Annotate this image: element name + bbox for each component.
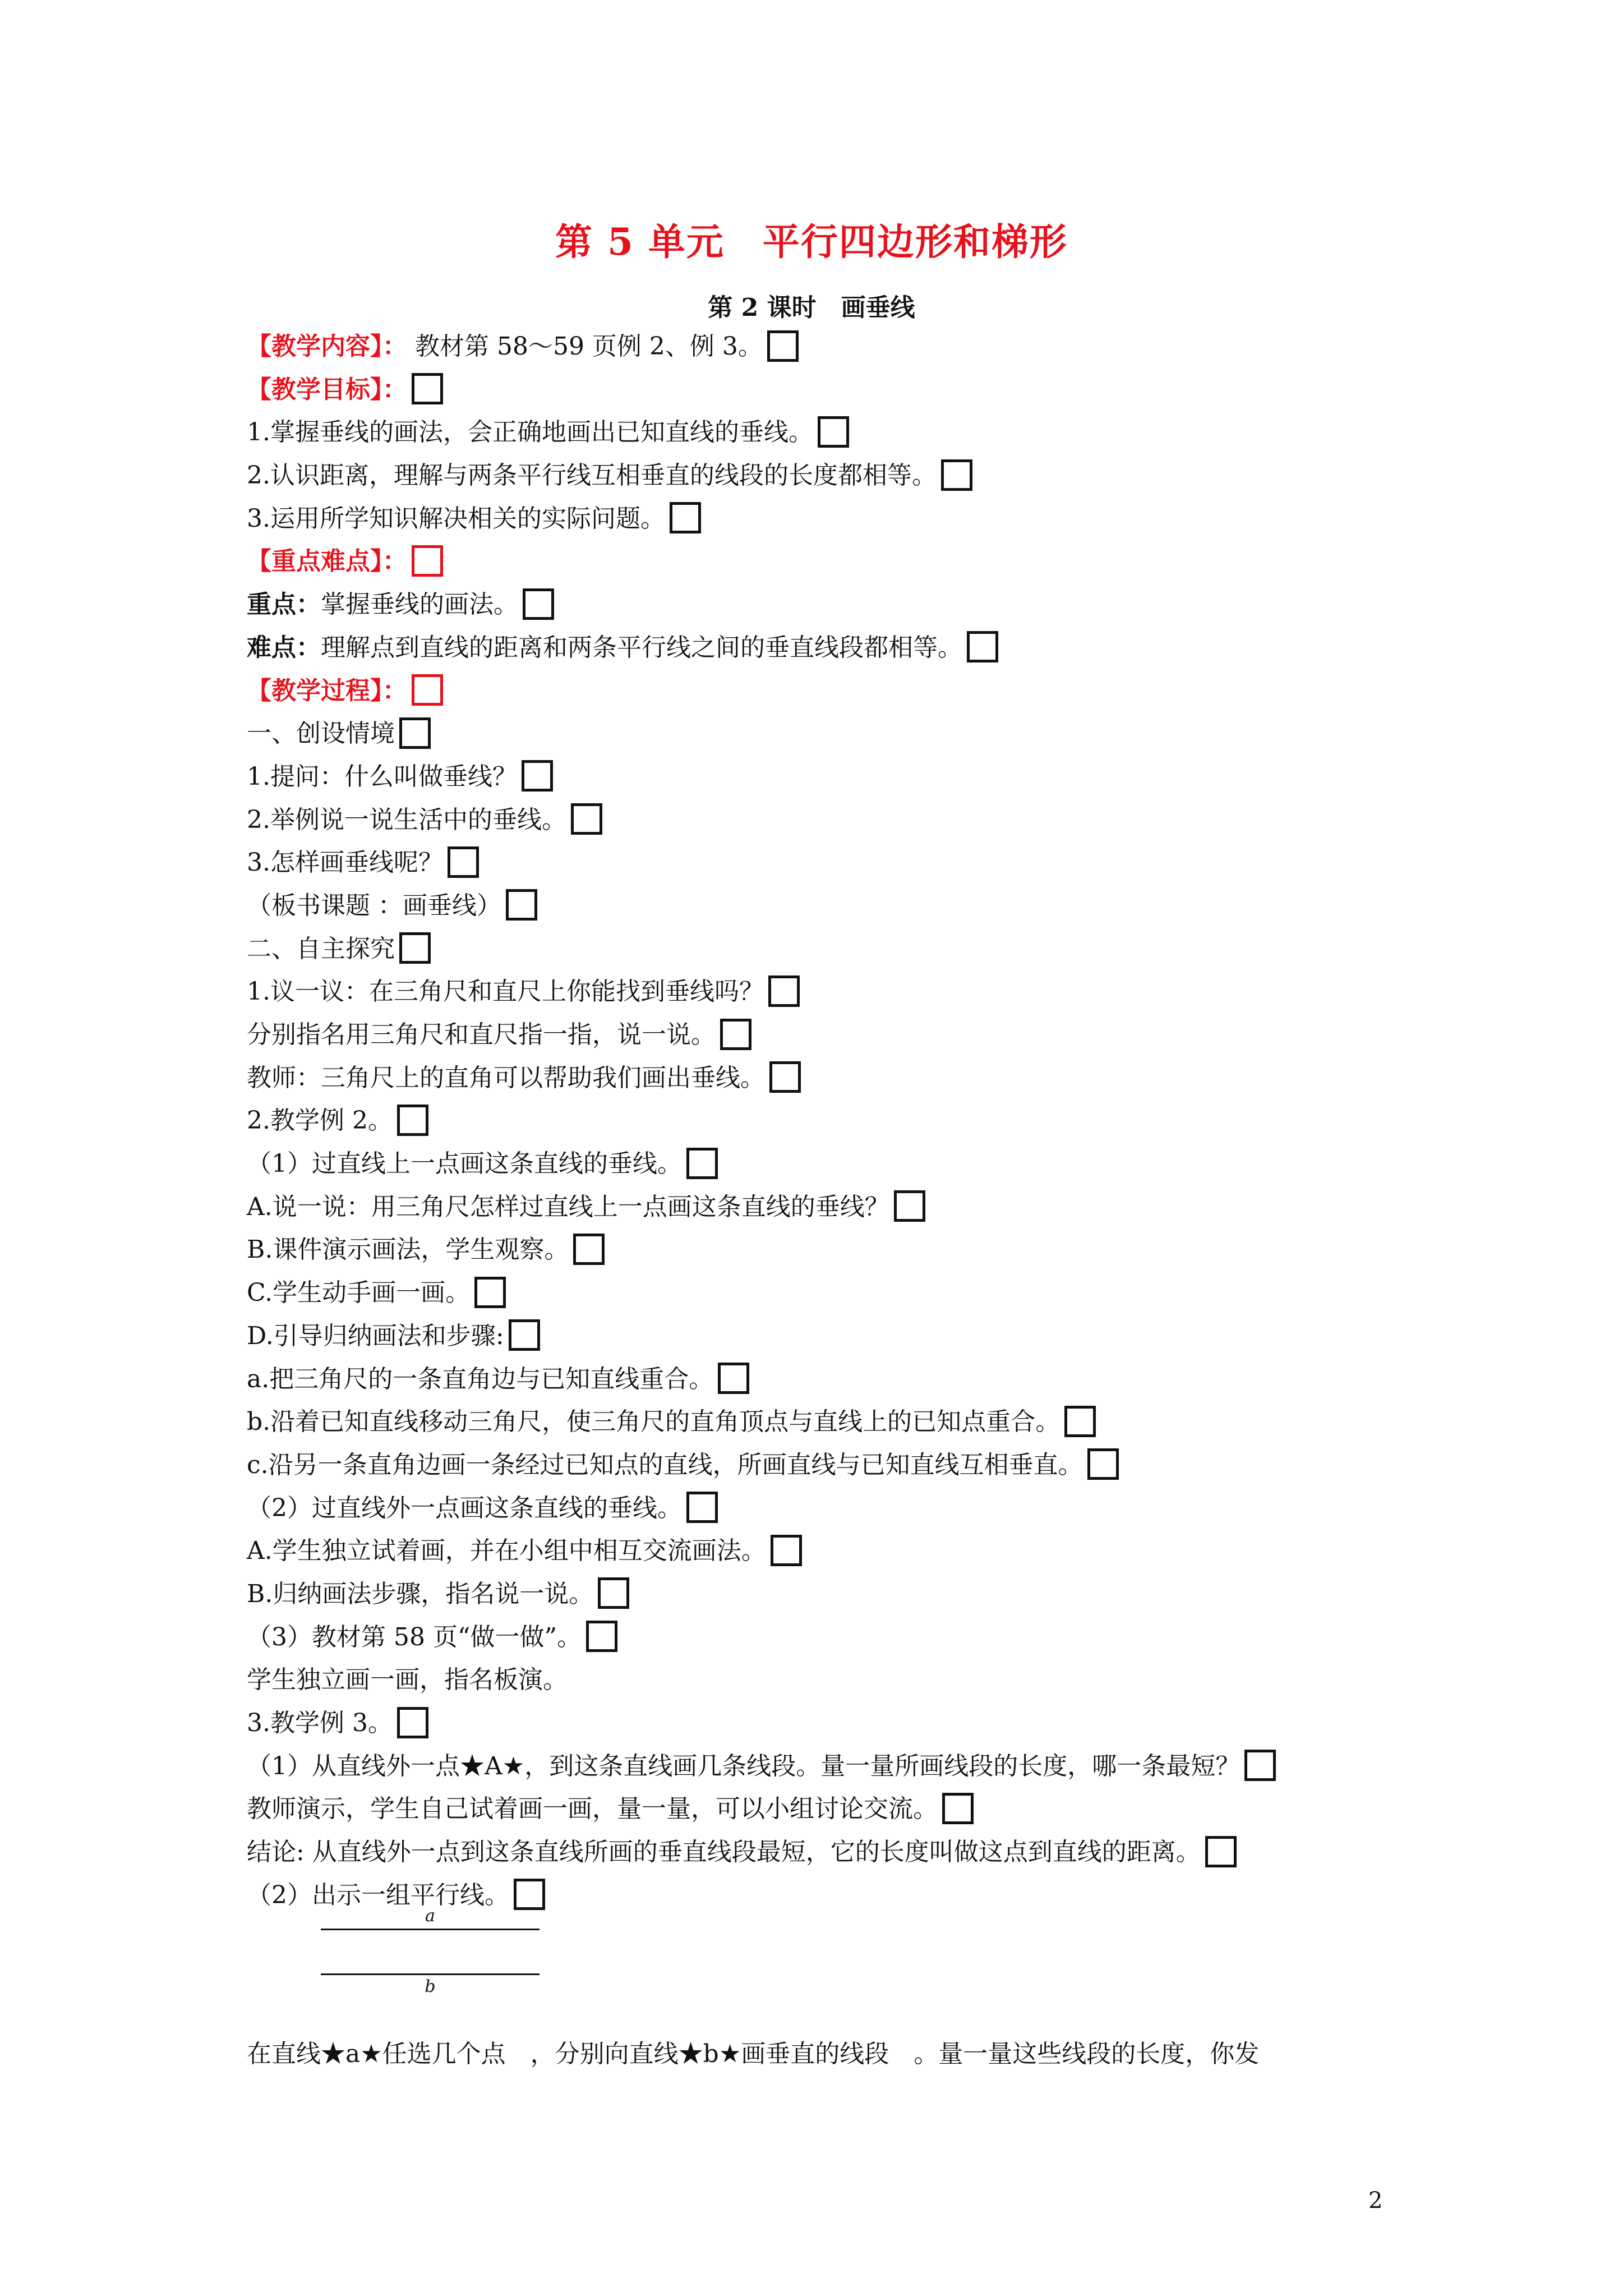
checkbox-square[interactable] (767, 330, 799, 362)
line-b (321, 1973, 540, 1975)
line-text: c.沿另一条直角边画一条经过已知点的直线，所画直线与已知直线互相垂直。 (247, 1450, 1083, 1479)
checkbox-square[interactable] (967, 631, 998, 662)
checkbox-square[interactable] (1064, 1406, 1096, 1437)
text-line (247, 1659, 1436, 1702)
line-text: B.归纳画法步骤，指名说一说。 (247, 1579, 594, 1608)
text-line (247, 885, 1436, 928)
line-text: 学生独立画一画，指名板演。 (247, 1665, 568, 1695)
line-text: 分别指名用三角尺和直尺指一指，说一说。 (247, 1020, 716, 1049)
text-line (247, 1444, 1436, 1487)
line-text: （3）教材第 58 页“做一做”。 (247, 1622, 582, 1651)
line-text: 1.掌握垂线的画法，会正确地画出已知直线的垂线。 (247, 418, 813, 447)
line-text: （1）从直线外一点★A★，到这条直线画几条线段。量一量所画线段的长度，哪一条最短？ (247, 1751, 1241, 1780)
line-label: 【教学目标】： (247, 375, 407, 404)
text-line (247, 1573, 1436, 1616)
checkbox-square[interactable] (769, 1061, 801, 1093)
checkbox-square[interactable] (686, 1148, 718, 1179)
checkbox-square[interactable] (523, 588, 554, 620)
line-text: 二、自主探究 (247, 934, 395, 963)
line-text: a.把三角尺的一条直角边与已知直线重合。 (247, 1364, 714, 1393)
checkbox-square[interactable] (397, 1105, 428, 1136)
page-title: 第 5 单元 平行四边形和梯形 (555, 220, 1068, 264)
text-line (247, 756, 1436, 799)
text-line (247, 1401, 1436, 1444)
checkbox-square[interactable] (586, 1621, 617, 1652)
text-line (247, 498, 1436, 541)
text-line (247, 670, 1436, 713)
line-text: 教师：三角尺上的直角可以帮助我们画出垂线。 (247, 1063, 765, 1092)
text-line (247, 1014, 1436, 1057)
text-line (247, 1143, 1436, 1186)
checkbox-square[interactable] (718, 1363, 749, 1394)
checkbox-square[interactable] (448, 846, 479, 878)
line-label: 【教学过程】： (247, 676, 407, 705)
checkbox-square[interactable] (598, 1577, 629, 1609)
checkbox-square[interactable] (768, 976, 800, 1007)
line-text: 理解点到直线的距离和两条平行线之间的垂直线段都相等。 (321, 633, 962, 662)
text-line (247, 627, 1436, 670)
checkbox-square[interactable] (686, 1492, 718, 1523)
checkbox-square[interactable] (942, 1793, 974, 1824)
checkbox-square[interactable] (571, 803, 602, 835)
checkbox-square[interactable] (894, 1190, 925, 1222)
last-paragraph: 在直线★a★任选几个点 ，分别向直线★b★画垂直的线段 。量一量这些线段的长度，你发 (247, 2040, 1260, 2068)
line-text: 教师演示，学生自己试着画一画，量一量，可以小组讨论交流。 (247, 1795, 938, 1824)
checkbox-square[interactable] (514, 1879, 545, 1910)
text-line (247, 1315, 1436, 1358)
checkbox-square[interactable] (412, 674, 443, 706)
line-text: 2.举例说一说生活中的垂线。 (247, 805, 566, 834)
line-text: 3.运用所学知识解决相关的实际问题。 (247, 504, 665, 533)
line-b-label: b (425, 1977, 436, 1996)
page-number: 2 (1368, 2188, 1383, 2214)
text-line (247, 1788, 1436, 1831)
text-line (247, 1702, 1436, 1745)
line-label: 【教学内容】： (247, 332, 407, 361)
text-line (247, 411, 1436, 454)
lesson-body (247, 325, 1436, 1917)
line-text: B.课件演示画法，学生观察。 (247, 1235, 569, 1264)
checkbox-square[interactable] (412, 545, 443, 577)
checkbox-square[interactable] (818, 416, 849, 448)
text-line (247, 712, 1436, 756)
checkbox-square[interactable] (506, 889, 537, 921)
line-text: （2）过直线外一点画这条直线的垂线。 (247, 1493, 682, 1522)
text-line (247, 1530, 1436, 1573)
text-line (247, 454, 1436, 498)
checkbox-square[interactable] (509, 1319, 540, 1351)
line-label: 【重点难点】： (247, 547, 407, 576)
line-text: （板书课题 ：画垂线） (247, 891, 501, 920)
checkbox-square[interactable] (941, 459, 972, 491)
text-line (247, 841, 1436, 885)
line-text: 2.教学例 2。 (247, 1106, 393, 1135)
checkbox-square[interactable] (1087, 1448, 1119, 1480)
line-text: 结论: 从直线外一点到这条直线所画的垂直线段最短，它的长度叫做这点到直线的距离。 (247, 1838, 1201, 1867)
checkbox-square[interactable] (771, 1535, 802, 1566)
line-text: b.沿着已知直线移动三角尺，使三角尺的直角顶点与直线上的已知点重合。 (247, 1407, 1061, 1437)
line-text: （2）出示一组平行线。 (247, 1880, 509, 1910)
checkbox-square[interactable] (1205, 1836, 1237, 1867)
text-line (247, 1487, 1436, 1530)
line-text: A.学生独立试着画，并在小组中相互交流画法。 (247, 1536, 766, 1566)
text-line (247, 1057, 1436, 1100)
checkbox-square[interactable] (399, 932, 431, 964)
text-line (247, 1272, 1436, 1315)
checkbox-square[interactable] (670, 502, 701, 533)
line-text: D.引导归纳画法和步骤: (247, 1321, 504, 1350)
line-text: C.学生动手画一画。 (247, 1278, 471, 1308)
checkbox-square[interactable] (720, 1019, 751, 1050)
checkbox-square[interactable] (474, 1277, 506, 1308)
text-line (247, 799, 1436, 842)
text-line (247, 1186, 1436, 1229)
text-line (247, 970, 1436, 1014)
checkbox-square[interactable] (522, 760, 553, 792)
text-line (247, 1616, 1436, 1659)
text-line (247, 1831, 1436, 1874)
lesson-subtitle: 第 2 课时 画垂线 (708, 293, 915, 322)
text-line (247, 540, 1436, 583)
checkbox-square[interactable] (1244, 1750, 1276, 1781)
text-line (247, 928, 1436, 971)
line-text: 2.认识距离，理解与两条平行线互相垂直的线段的长度都相等。 (247, 461, 937, 490)
line-text: 教材第 58～59 页例 2、例 3。 (407, 332, 763, 361)
text-line (247, 583, 1436, 627)
line-a (321, 1929, 540, 1930)
text-line (247, 1358, 1436, 1401)
line-a-label: a (425, 1906, 435, 1926)
text-line (247, 1099, 1436, 1143)
checkbox-square[interactable] (412, 373, 443, 404)
line-text: 3.怎样画垂线呢？ (247, 848, 443, 877)
line-text: （1）过直线上一点画这条直线的垂线。 (247, 1149, 682, 1179)
line-text: 一、创设情境 (247, 719, 395, 748)
checkbox-square[interactable] (399, 717, 431, 749)
line-label: 难点： (247, 633, 321, 662)
line-text: 3.教学例 3。 (247, 1709, 393, 1737)
parallel-lines-figure (321, 1906, 540, 2001)
checkbox-square[interactable] (573, 1234, 605, 1265)
line-text: 1.议一议：在三角尺和直尺上你能找到垂线吗？ (247, 977, 764, 1006)
text-line (247, 369, 1436, 412)
text-line (247, 1228, 1436, 1272)
text-line (247, 325, 1436, 369)
checkbox-square[interactable] (397, 1707, 428, 1738)
text-line (247, 1745, 1436, 1788)
line-text: A.说一说：用三角尺怎样过直线上一点画这条直线的垂线？ (247, 1192, 889, 1221)
line-label: 重点： (247, 590, 321, 619)
line-text: 掌握垂线的画法。 (321, 590, 518, 619)
line-text: 1.提问：什么叫做垂线？ (247, 762, 517, 791)
